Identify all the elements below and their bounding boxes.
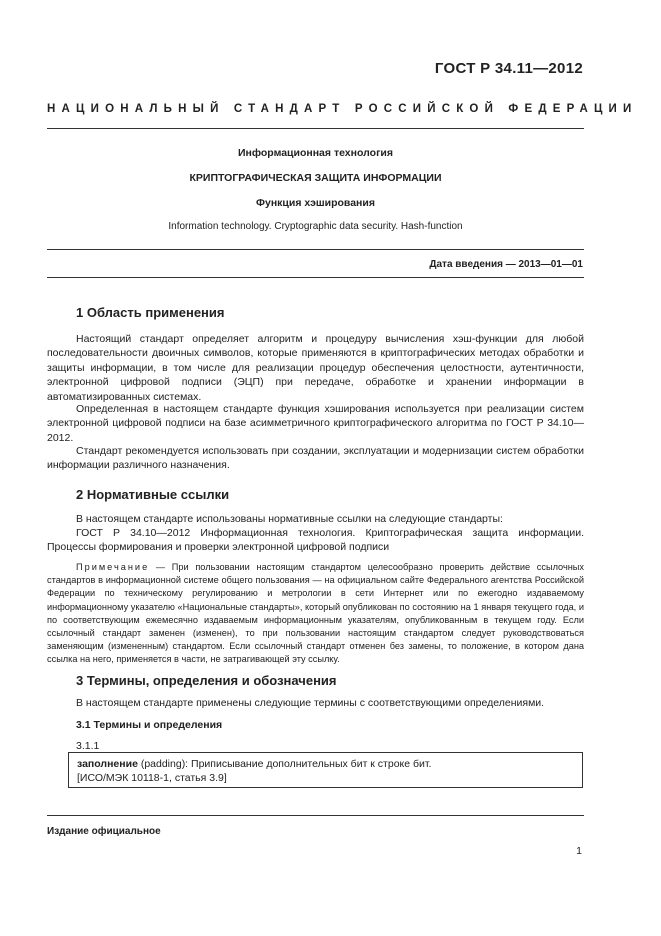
official-edition-label: Издание официальное: [47, 826, 161, 837]
title-divider: [47, 249, 584, 250]
section-2-reference: ГОСТ Р 34.10—2012 Информационная технология. Криптографическая защита информации. Процессы формирования и проверки электронной цифровой подписи: [47, 527, 584, 554]
term-definition-line: [77, 757, 574, 771]
national-standard-banner: НАЦИОНАЛЬНЫЙ СТАНДАРТ РОССИЙСКОЙ ФЕДЕРАЦИИ: [47, 103, 638, 115]
subsection-3-1-heading: 3.1 Термины и определения: [76, 719, 223, 731]
header-divider: [47, 128, 584, 129]
section-1-paragraph-1: Настоящий стандарт определяет алгоритм и процедуру вычисления хэш-функции для любой последовательности двоичных символов, которые применяются в криптографических методах обработки и защиты информации, в том числе для реализации процедур обеспечения целостности, аутентичности, электронной цифровой подписи (ЭЦП) при передаче, обработке и хранении информации в автоматизированных системах.: [47, 333, 584, 403]
note-label: Примечание: [76, 562, 150, 572]
section-1-paragraph-3: Стандарт рекомендуется использовать при создании, эксплуатации и модернизации систем обработки информации различного назначения.: [47, 445, 584, 472]
note-text: — При пользовании настоящим стандартом целесообразно проверить действие ссылочных стандартов в информационной системе общего пользования — на официальном сайте Федерального агентства Российской Федерации по техническому регулированию и метрологии в сети Интернет или по ежегодно издаваемому информационному указателю «Национальные стандарты», который опубликован по состоянию на 1 января текущего года, и по соответствующим ежемесячно издаваемым информационным указателям, опубликованным в текущем году. Если ссылочный стандарт заменен (изменен), то при пользовании настоящим стандартом следует руководствоваться заменяющим (измененным) стандартом. Если ссылочный стандарт отменен без замены, то положение, в котором дана ссылка на него, применяется в части, не затрагивающей эту ссылку.: [47, 562, 584, 665]
term-number: 3.1.1: [76, 740, 100, 752]
introduction-date: Дата введения — 2013—01—01: [429, 259, 583, 270]
title-line-1: Информационная технология: [237, 147, 394, 159]
title-line-2: КРИПТОГРАФИЧЕСКАЯ ЗАЩИТА ИНФОРМАЦИИ: [189, 172, 442, 184]
title-line-3: Функция хэширования: [256, 197, 375, 209]
section-2-note: [47, 561, 584, 667]
term-definition: (padding): Приписывание дополнительных бит к строке бит.: [137, 758, 432, 770]
term-reference: [ИСО/МЭК 10118-1, статья 3.9]: [77, 772, 227, 784]
section-2-heading: 2 Нормативные ссылки: [76, 487, 230, 502]
section-1-paragraph-2: Определенная в настоящем стандарте функция хэширования используется при реализации систем электронной цифровой подписи на базе асимметричного криптографического алгоритма по ГОСТ Р 34.10—2012.: [47, 403, 584, 444]
section-3-paragraph-1: В настоящем стандарте применены следующие термины с соответствующими определениями.: [76, 697, 545, 709]
page-number: 1: [576, 845, 582, 857]
term-definition-box: [68, 752, 583, 788]
section-2-paragraph-1: В настоящем стандарте использованы нормативные ссылки на следующие стандарты:: [76, 513, 503, 525]
footer-divider: [47, 815, 584, 816]
date-divider: [47, 277, 584, 278]
term-word: заполнение: [77, 758, 138, 770]
section-1-heading: 1 Область применения: [76, 305, 225, 320]
section-3-heading: 3 Термины, определения и обозначения: [76, 673, 337, 688]
gost-code: ГОСТ Р 34.11—2012: [434, 60, 583, 77]
title-english: Information technology. Cryptographic data security. Hash-function: [168, 221, 463, 232]
